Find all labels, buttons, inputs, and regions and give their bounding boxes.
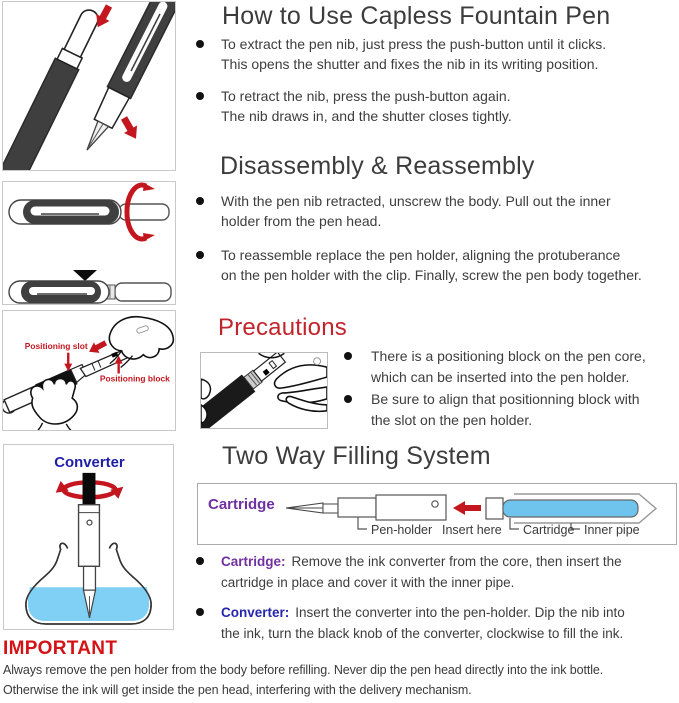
bullet-line: With the pen nib retracted, unscrew the body. Pull out the inner <box>221 193 611 209</box>
cartridge-diagram-heading: Cartridge <box>208 496 275 513</box>
hands-positioning-drawing <box>3 311 175 430</box>
unscrewed-pen <box>9 281 171 303</box>
bullet-line: This opens the shutter and fixes the nib in its writing position. <box>221 56 599 72</box>
insert-arrow-icon <box>453 501 481 515</box>
bullet-dot <box>196 251 204 259</box>
bullet-line: To extract the pen nib, just press the push-button until it clicks. <box>221 36 607 52</box>
important-title: IMPORTANT <box>3 638 118 659</box>
converter-bottle-illustration <box>3 444 174 630</box>
important-line: Always remove the pen holder from the body before refilling. Never dip the pen head directly into the ink bottle. <box>3 663 604 677</box>
red-arrow-icon <box>118 114 143 142</box>
pen-with-button <box>3 10 98 170</box>
positioning-slot-label: Positioning slot <box>24 340 88 351</box>
converter-knob <box>83 473 96 505</box>
converter-drawing <box>4 445 173 629</box>
bullet-line: the slot on the pen holder. <box>371 412 533 428</box>
bullet-dot <box>196 197 204 205</box>
bullet-dot <box>196 608 204 616</box>
down-triangle-icon <box>73 270 97 281</box>
bullet-dot <box>344 395 352 403</box>
grip-illustration <box>200 352 328 429</box>
assembled-pen <box>9 200 169 224</box>
important-line: Otherwise the ink will get inside the pen head, interfering with the delivery mechanism. <box>3 683 472 697</box>
bullet-line: on the pen holder with the clip. Finally, screw the pen body together. <box>221 267 642 283</box>
cartridge-label: Cartridge <box>523 523 575 537</box>
push-button-illustration <box>2 1 176 171</box>
red-arrow-icon <box>86 338 108 357</box>
cartridge-lead: Cartridge: <box>221 554 286 569</box>
bullet-line: holder from the pen head. <box>221 213 382 229</box>
bullet-text: Insert the converter into the pen-holder. Dip the nib into <box>295 605 625 620</box>
bullet-item <box>196 34 606 74</box>
bullet-item <box>196 602 625 644</box>
bullet-line: There is a positioning block on the pen core, <box>371 348 646 364</box>
left-hand <box>31 378 78 424</box>
cartridge-part <box>486 494 656 523</box>
pen-holder-part <box>286 495 446 520</box>
converter-lead: Converter: <box>221 605 290 620</box>
bullet-line: The nib draws in, and the shutter closes tightly. <box>221 108 512 124</box>
bullet-item <box>196 191 611 231</box>
hands-positioning-illustration <box>2 310 176 431</box>
bullet-item <box>344 346 646 388</box>
bullet-line <box>221 602 625 623</box>
bullet-text: Remove the ink converter from the core, then insert the <box>291 554 622 569</box>
bullet-line: the ink, turn the black knob of the converter, clockwise to fill the ink. <box>221 626 624 641</box>
grip-drawing <box>201 353 327 428</box>
unscrew-illustration <box>2 181 176 305</box>
insert-here-label: Insert here <box>442 523 502 537</box>
bullet-item <box>196 551 622 593</box>
pen-holder-label: Pen-holder <box>371 523 433 537</box>
bullet-item <box>196 86 512 126</box>
bullet-line: Be sure to align that positionning block with <box>371 391 640 407</box>
section-title-filling-system: Two Way Filling System <box>222 442 491 470</box>
cartridge-diagram <box>197 483 677 545</box>
bullet-item <box>344 389 640 431</box>
pen-body <box>201 375 255 428</box>
unscrew-pens-drawing <box>3 182 175 304</box>
positioning-block-label: Positioning block <box>99 373 170 384</box>
cartridge-diagram-drawing <box>198 484 676 544</box>
bullet-dot <box>196 40 204 48</box>
inner-pipe-label: Inner pipe <box>584 523 640 537</box>
bullet-line: To retract the nib, press the push-button again. <box>221 88 511 104</box>
section-title-how-to-use: How to Use Capless Fountain Pen <box>222 2 611 30</box>
section-title-precautions: Precautions <box>218 314 347 341</box>
bullet-line: To reassemble replace the pen holder, aligning the protuberance <box>221 247 621 263</box>
down-arrow-icon <box>64 353 72 372</box>
section-title-disassembly: Disassembly & Reassembly <box>220 152 535 180</box>
bullet-dot <box>196 92 204 100</box>
bullet-dot <box>196 557 204 565</box>
bullet-line: which can be inserted into the pen holder. <box>371 369 630 385</box>
bullet-line: cartridge in place and cover it with the inner pipe. <box>221 575 515 590</box>
bullet-item <box>196 245 642 285</box>
bullet-dot <box>344 352 352 360</box>
bullet-line <box>221 551 622 572</box>
converter-label: Converter <box>54 454 125 471</box>
push-button-pens-drawing <box>3 2 175 170</box>
